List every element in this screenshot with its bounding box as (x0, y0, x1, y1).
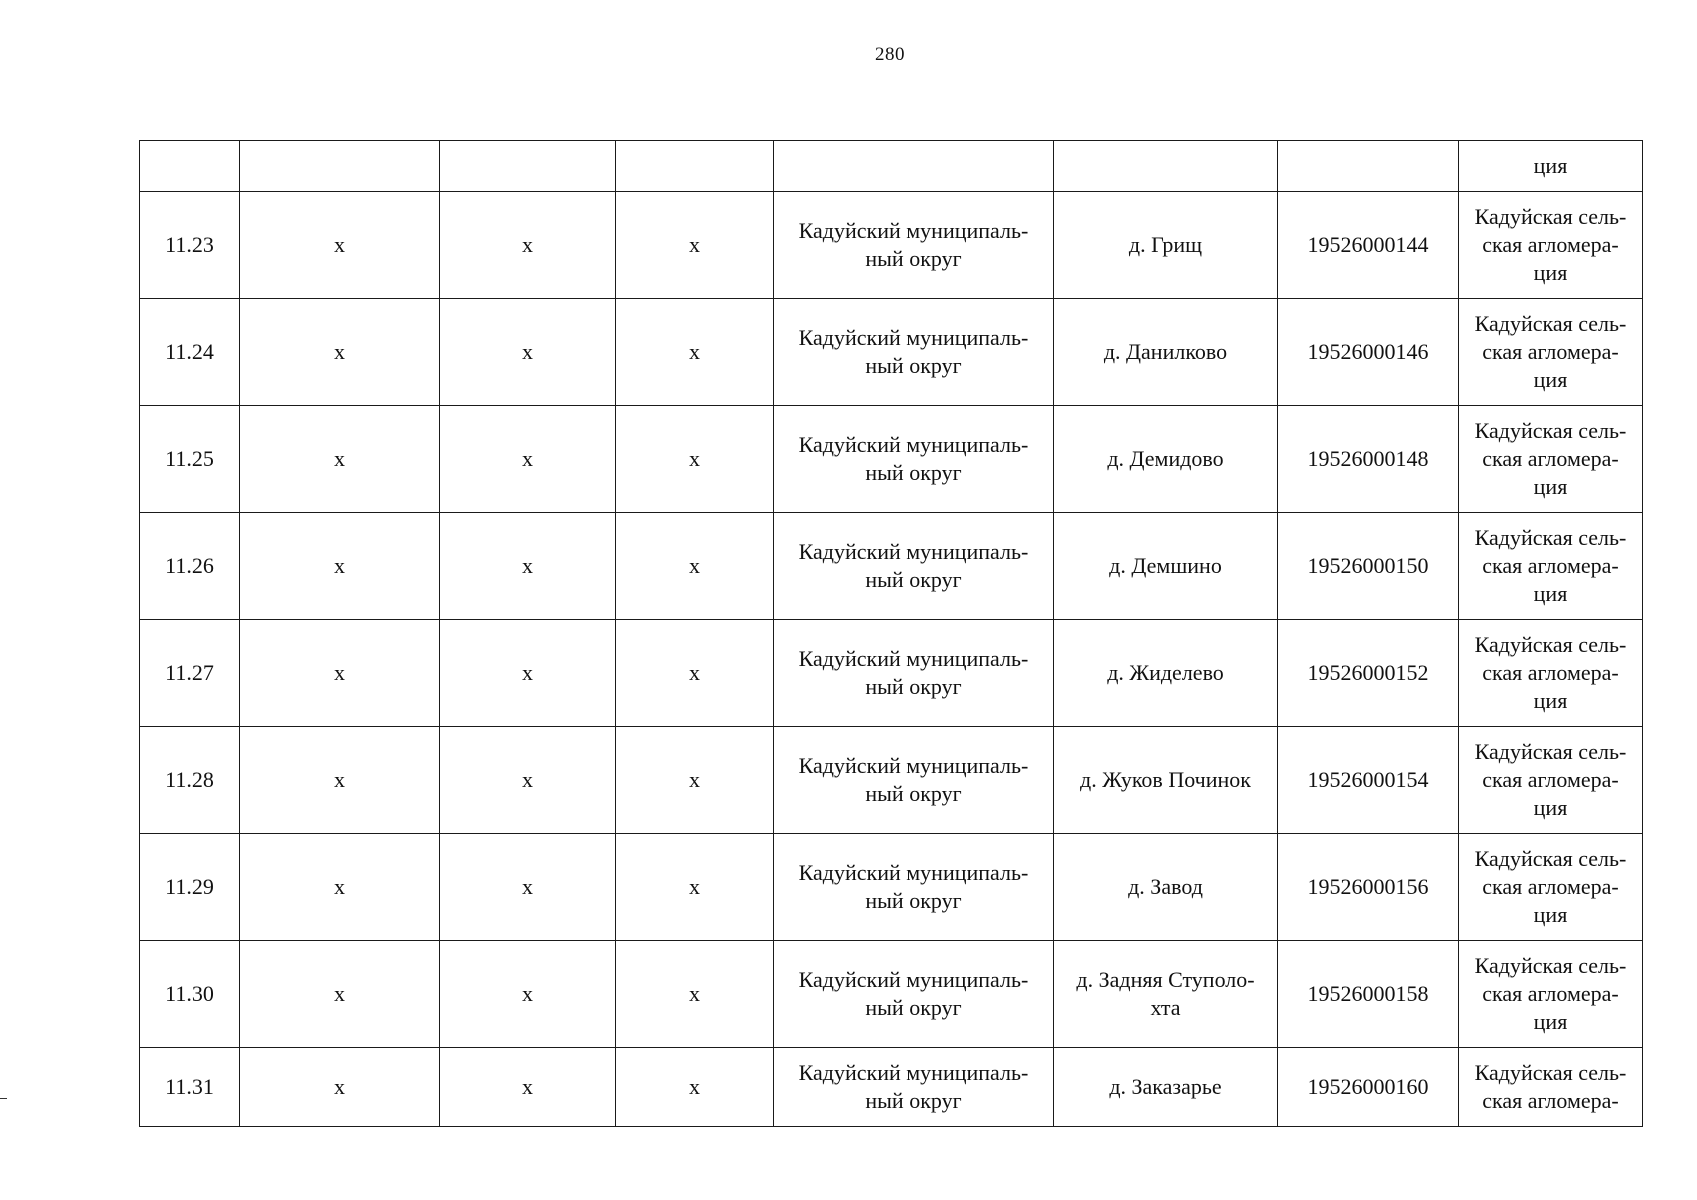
row-number: 11.27 (140, 620, 240, 727)
x-cell: х (240, 727, 440, 834)
district-cell (774, 406, 1054, 513)
district-cell (774, 620, 1054, 727)
x-cell: х (616, 620, 774, 727)
district-text: Кадуйский муниципаль- ный округ (798, 753, 1029, 806)
settlement-cell (1054, 941, 1278, 1048)
row-number: 11.24 (140, 299, 240, 406)
row-number: 11.31 (140, 1048, 240, 1127)
settlement-cell (1054, 1048, 1278, 1127)
district-text: Кадуйский муниципаль- ный округ (798, 646, 1029, 699)
district-text: Кадуйский муниципаль- ный округ (798, 860, 1029, 913)
type-text: Кадуйская сель- ская агломера- ция (1474, 204, 1627, 285)
row-number: 11.30 (140, 941, 240, 1048)
district-cell (774, 1048, 1054, 1127)
x-cell: х (440, 406, 616, 513)
x-cell: х (616, 1048, 774, 1127)
x-cell: х (440, 192, 616, 299)
header-cell (140, 141, 240, 192)
header-cell (240, 141, 440, 192)
type-cell (1459, 406, 1643, 513)
settlement-text: д. Данилково (1103, 339, 1228, 364)
code-cell: 19526000144 (1278, 192, 1459, 299)
table-row (140, 192, 1643, 299)
x-cell: х (240, 299, 440, 406)
x-cell: х (616, 727, 774, 834)
settlement-cell (1054, 513, 1278, 620)
page-number: 280 (875, 44, 905, 65)
type-text: Кадуйская сель- ская агломера- (1474, 1060, 1627, 1113)
settlement-cell (1054, 727, 1278, 834)
type-cell (1459, 727, 1643, 834)
x-cell: х (240, 620, 440, 727)
table-row (140, 406, 1643, 513)
x-cell: х (616, 192, 774, 299)
district-text: Кадуйский муниципаль- ный округ (798, 218, 1029, 271)
settlement-text: д. Демидово (1107, 446, 1224, 471)
table-row (140, 727, 1643, 834)
settlement-text: д. Заказарье (1109, 1074, 1222, 1099)
district-cell (774, 192, 1054, 299)
settlement-cell (1054, 620, 1278, 727)
settlements-table (139, 140, 1643, 1127)
district-text: Кадуйский муниципаль- ный округ (798, 432, 1029, 485)
district-text: Кадуйский муниципаль- ный округ (798, 1060, 1029, 1113)
x-cell: х (440, 1048, 616, 1127)
settlement-cell (1054, 406, 1278, 513)
x-cell: х (440, 299, 616, 406)
x-cell: х (616, 513, 774, 620)
type-cell (1459, 1048, 1643, 1127)
table-row (140, 834, 1643, 941)
x-cell: х (440, 834, 616, 941)
code-cell: 19526000148 (1278, 406, 1459, 513)
settlement-cell (1054, 192, 1278, 299)
settlement-text: д. Жиделево (1107, 660, 1224, 685)
type-cell (1459, 299, 1643, 406)
settlement-text: д. Задняя Ступоло- хта (1076, 967, 1255, 1020)
table-row (140, 941, 1643, 1048)
header-cell (774, 141, 1054, 192)
x-cell: х (440, 727, 616, 834)
x-cell: х (440, 941, 616, 1048)
row-number: 11.25 (140, 406, 240, 513)
type-cell (1459, 513, 1643, 620)
x-cell: х (440, 513, 616, 620)
x-cell: х (616, 406, 774, 513)
type-text: Кадуйская сель- ская агломера- ция (1474, 846, 1627, 927)
x-cell: х (240, 941, 440, 1048)
district-text: Кадуйский муниципаль- ный округ (798, 539, 1029, 592)
header-cell: ция (1459, 141, 1643, 192)
code-cell: 19526000152 (1278, 620, 1459, 727)
x-cell: х (616, 834, 774, 941)
row-number: 11.29 (140, 834, 240, 941)
district-text: Кадуйский муниципаль- ный округ (798, 325, 1029, 378)
type-text: Кадуйская сель- ская агломера- ция (1474, 739, 1627, 820)
header-cell (1054, 141, 1278, 192)
table-row (140, 513, 1643, 620)
settlement-text: д. Грищ (1128, 232, 1203, 257)
x-cell: х (240, 406, 440, 513)
table-header-row (140, 141, 1643, 192)
type-cell (1459, 192, 1643, 299)
code-cell: 19526000154 (1278, 727, 1459, 834)
x-cell: х (240, 513, 440, 620)
code-cell: 19526000156 (1278, 834, 1459, 941)
settlement-text: д. Завод (1128, 874, 1203, 899)
row-number: 11.26 (140, 513, 240, 620)
type-text: Кадуйская сель- ская агломера- ция (1474, 525, 1627, 606)
x-cell: х (240, 834, 440, 941)
type-cell (1459, 941, 1643, 1048)
code-cell: 19526000160 (1278, 1048, 1459, 1127)
district-text: Кадуйский муниципаль- ный округ (798, 967, 1029, 1020)
row-number: 11.23 (140, 192, 240, 299)
settlement-text: д. Демшино (1109, 553, 1222, 578)
type-cell (1459, 620, 1643, 727)
x-cell: х (440, 620, 616, 727)
table-row (140, 620, 1643, 727)
header-cell (440, 141, 616, 192)
header-cell (616, 141, 774, 192)
settlement-cell (1054, 299, 1278, 406)
settlement-cell (1054, 834, 1278, 941)
type-text: Кадуйская сель- ская агломера- ция (1474, 632, 1627, 713)
type-text: Кадуйская сель- ская агломера- ция (1474, 418, 1627, 499)
code-cell: 19526000150 (1278, 513, 1459, 620)
type-text: Кадуйская сель- ская агломера- ция (1474, 311, 1627, 392)
x-cell: х (240, 192, 440, 299)
x-cell: х (616, 299, 774, 406)
code-cell: 19526000146 (1278, 299, 1459, 406)
header-cell (1278, 141, 1459, 192)
settlement-text: д. Жуков Починок (1080, 767, 1251, 792)
x-cell: х (240, 1048, 440, 1127)
margin-mark (0, 1098, 7, 1099)
district-cell (774, 727, 1054, 834)
district-cell (774, 834, 1054, 941)
table-row (140, 299, 1643, 406)
type-cell (1459, 834, 1643, 941)
district-cell (774, 513, 1054, 620)
type-text: Кадуйская сель- ская агломера- ция (1474, 953, 1627, 1034)
code-cell: 19526000158 (1278, 941, 1459, 1048)
x-cell: х (616, 941, 774, 1048)
row-number: 11.28 (140, 727, 240, 834)
district-cell (774, 299, 1054, 406)
table-row (140, 1048, 1643, 1127)
district-cell (774, 941, 1054, 1048)
